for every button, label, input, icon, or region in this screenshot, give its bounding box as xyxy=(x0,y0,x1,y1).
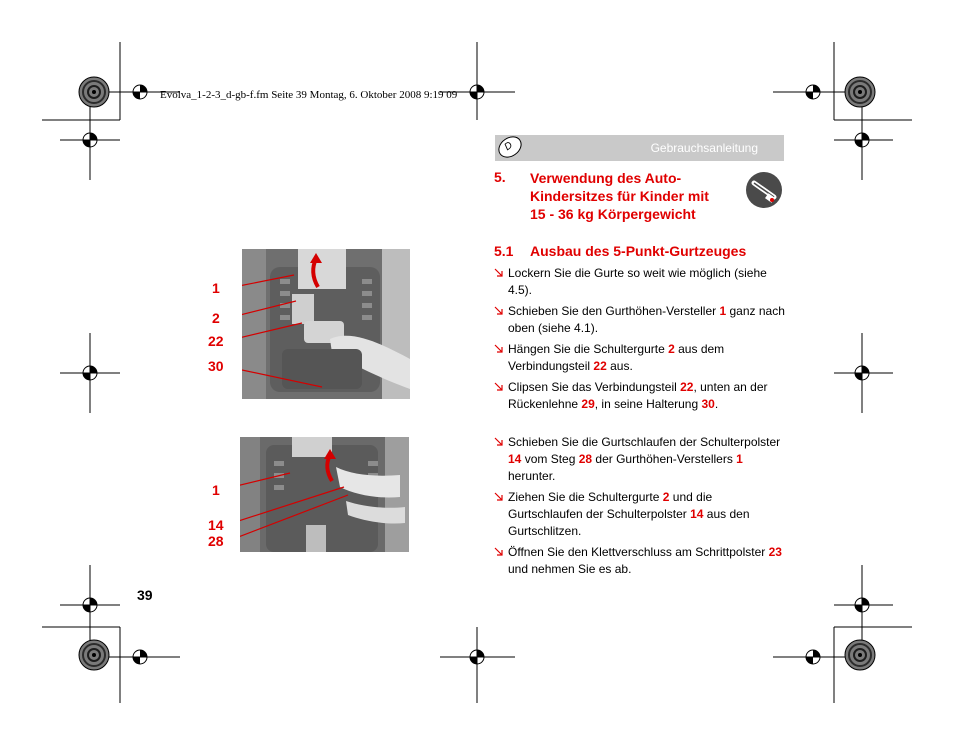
part-reference-number: 30 xyxy=(701,397,715,411)
part-reference-number: 22 xyxy=(593,359,607,373)
part-reference-number: 23 xyxy=(768,545,782,559)
instruction-step xyxy=(494,489,790,540)
part-reference-number: 22 xyxy=(680,380,694,394)
figure-2-photo xyxy=(240,437,409,552)
callout-label: 30 xyxy=(208,358,224,374)
section-title-line: Verwendung des Auto- xyxy=(530,170,682,186)
language-code: D xyxy=(502,139,515,154)
step-text: Schieben Sie den Gurthöhen-Versteller xyxy=(508,304,720,318)
step-text: Schieben Sie die Gurtschlaufen der Schulterpolster xyxy=(508,435,781,449)
part-reference-number: 29 xyxy=(581,397,595,411)
step-text: aus. xyxy=(606,359,633,373)
step-text: Ziehen Sie die Schultergurte xyxy=(508,490,663,504)
instruction-step xyxy=(494,303,790,337)
step-text: Hängen Sie die Schultergurte xyxy=(508,342,669,356)
instruction-step xyxy=(494,341,790,375)
step-text: Clipsen Sie das Verbindungsteil xyxy=(508,380,681,394)
header-title: Gebrauchsanleitung xyxy=(650,141,758,155)
step-text: ganz nach oben (siehe 4.1). xyxy=(508,304,785,335)
step-arrow-icon xyxy=(494,305,506,317)
figure-1-photo xyxy=(242,249,410,399)
step-arrow-icon xyxy=(494,267,506,279)
instruction-list xyxy=(494,265,790,417)
section-number: 5. xyxy=(494,169,506,185)
step-text: Lockern Sie die Gurte so weit wie möglich (siehe 4.5). xyxy=(508,266,767,297)
callout-label: 28 xyxy=(208,533,224,549)
print-header: Evolva_1-2-3_d-gb-f.fm Seite 39 Montag, 6. Oktober 2008 9:19 09 xyxy=(160,89,458,101)
instruction-step xyxy=(494,379,790,413)
step-text: aus dem Verbindungsteil xyxy=(508,342,725,373)
part-reference-number: 14 xyxy=(690,507,704,521)
step-text: der Gurthöhen-Verstellers xyxy=(592,452,737,466)
part-reference-number: 1 xyxy=(719,304,727,318)
part-reference-number: 28 xyxy=(578,452,593,466)
part-reference-number: 14 xyxy=(508,452,522,466)
step-arrow-icon xyxy=(494,436,506,448)
page-number: 39 xyxy=(137,587,153,603)
instruction-step xyxy=(494,434,790,485)
callout-label: 1 xyxy=(212,280,220,296)
seat-belt-icon xyxy=(745,171,783,209)
callout-label: 2 xyxy=(212,310,220,326)
instruction-list xyxy=(494,434,790,582)
header-bar xyxy=(495,135,784,161)
part-reference-number: 1 xyxy=(736,452,743,466)
instruction-step xyxy=(494,544,790,578)
step-arrow-icon xyxy=(494,491,506,503)
step-text: und die Gurtschlaufen der Schulterpolster xyxy=(508,490,713,521)
step-arrow-icon xyxy=(494,546,506,558)
callout-label: 14 xyxy=(208,517,224,533)
step-arrow-icon xyxy=(494,343,506,355)
step-arrow-icon xyxy=(494,381,506,393)
part-reference-number: 2 xyxy=(668,342,675,356)
section-title-line: 15 - 36 kg Körpergewicht xyxy=(530,206,696,222)
step-text: und nehmen Sie es ab. xyxy=(508,562,632,576)
subsection-number: 5.1 xyxy=(494,243,514,259)
step-text: vom Steg xyxy=(521,452,579,466)
callout-label: 22 xyxy=(208,333,224,349)
instruction-step xyxy=(494,265,790,299)
step-text: herunter. xyxy=(508,469,556,483)
step-text: . xyxy=(714,397,719,411)
step-text: , in seine Halterung xyxy=(594,397,702,411)
step-text: aus den Gurtschlitzen. xyxy=(508,507,750,538)
step-text: , unten an der Rückenlehne xyxy=(508,380,768,411)
subsection-title: Ausbau des 5-Punkt-Gurtzeuges xyxy=(530,243,747,259)
section-title xyxy=(530,169,740,223)
step-text: Öffnen Sie den Klettverschluss am Schrittpolster xyxy=(508,545,769,559)
section-title-line: Kindersitzes für Kinder mit xyxy=(530,188,709,204)
callout-label: 1 xyxy=(212,482,220,498)
part-reference-number: 2 xyxy=(662,490,670,504)
